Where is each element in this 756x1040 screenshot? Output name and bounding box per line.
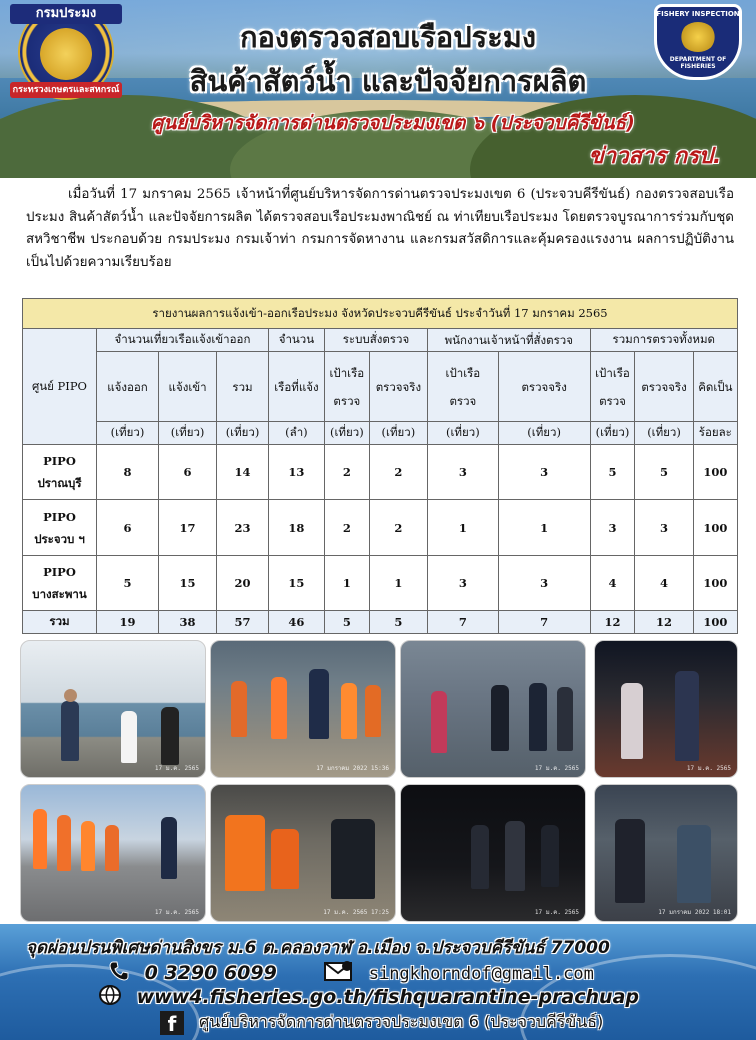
photo-stamp: 17 ม.ค. 2565 xyxy=(154,765,199,772)
table-cell: 2 xyxy=(369,445,427,500)
logo-left-top-text: กรมประมง xyxy=(10,4,122,24)
person-figure xyxy=(471,825,489,889)
contact-footer xyxy=(0,924,756,1040)
person-figure xyxy=(64,689,77,702)
unit-trip: (เที่ยว) xyxy=(324,422,369,445)
table-cell: 5 xyxy=(97,555,159,610)
sub-count-header: เรือที่แจ้ง xyxy=(268,352,324,422)
person-figure xyxy=(161,707,179,765)
person-figure xyxy=(621,683,643,759)
person-figure xyxy=(541,825,559,887)
table-cell: 18 xyxy=(268,500,324,555)
person-figure xyxy=(491,685,509,751)
header-title-line1: กองตรวจสอบเรือประมง xyxy=(239,20,537,54)
inspection-photo xyxy=(210,784,396,922)
person-figure xyxy=(675,671,699,761)
logo-left-bottom-text: กระทรวงเกษตรและสหกรณ์ xyxy=(10,82,122,98)
table-cell: 1 xyxy=(498,500,590,555)
total-cell: 12 xyxy=(635,610,693,633)
unit-percent: ร้อยละ xyxy=(693,422,737,445)
sub-target-text: ตรวจ xyxy=(449,393,477,408)
person-figure xyxy=(81,821,95,871)
table-cell: 2 xyxy=(324,500,369,555)
sub-target-text: เป้าเรือ xyxy=(445,365,481,380)
table-cell: 1 xyxy=(324,555,369,610)
sub-in-header: แจ้งเข้า xyxy=(158,352,216,422)
person-figure xyxy=(231,681,247,737)
table-cell: 100 xyxy=(693,500,737,555)
row-label-bottom: ประจวบ ฯ xyxy=(34,531,85,546)
total-cell: 57 xyxy=(217,610,269,633)
table-cell: 3 xyxy=(590,500,635,555)
table-caption: รายงานผลการแจ้งเข้า-ออกเรือประมง จังหวัดประจวบคีรีขันธ์ ประจำวันที่ 17 มกราคม 2565 xyxy=(23,299,738,329)
sub-actual-header: ตรวจจริง xyxy=(635,352,693,422)
photo-gallery xyxy=(18,638,738,924)
table-cell: 3 xyxy=(498,445,590,500)
table-row xyxy=(23,445,738,500)
row-label xyxy=(23,555,97,610)
table-cell: 5 xyxy=(635,445,693,500)
table-cell: 1 xyxy=(428,500,499,555)
phone-icon xyxy=(108,960,130,987)
unit-trip: (เที่ยว) xyxy=(97,422,159,445)
row-label-bottom: ปราณบุรี xyxy=(37,476,82,491)
sub-out-header: แจ้งออก xyxy=(97,352,159,422)
person-figure xyxy=(615,819,645,903)
person-figure xyxy=(529,683,547,751)
contact-line xyxy=(108,960,756,987)
person-figure xyxy=(341,683,357,739)
unit-trip: (เที่ยว) xyxy=(635,422,693,445)
table-cell: 2 xyxy=(369,500,427,555)
logo-right-bottom-text: DEPARTMENT OF FISHERIES xyxy=(669,56,727,70)
table-cell: 4 xyxy=(635,555,693,610)
total-cell: 12 xyxy=(590,610,635,633)
unit-trip: (เที่ยว) xyxy=(498,422,590,445)
logo-right-top-text: FISHERY INSPECTION xyxy=(656,10,740,18)
person-figure xyxy=(33,809,47,869)
person-figure xyxy=(57,815,71,871)
row-label-top: PIPO xyxy=(43,564,76,579)
photo-stamp: 17 ม.ค. 2565 xyxy=(686,765,731,772)
person-figure xyxy=(505,821,525,891)
unit-boat: (ลำ) xyxy=(268,422,324,445)
table-cell: 100 xyxy=(693,555,737,610)
sub-target-header xyxy=(590,352,635,422)
unit-trip: (เที่ยว) xyxy=(369,422,427,445)
person-figure xyxy=(431,691,447,753)
group-notify-header: จำนวนเที่ยวเรือแจ้งเข้าออก xyxy=(97,329,269,352)
photo-stamp: 17 มกราคม 2022 18:01 xyxy=(658,909,731,916)
table-cell: 6 xyxy=(97,500,159,555)
table-total-row xyxy=(23,610,738,633)
table-cell: 15 xyxy=(158,555,216,610)
inspection-photo xyxy=(594,640,738,778)
table-cell: 13 xyxy=(268,445,324,500)
table-cell: 15 xyxy=(268,555,324,610)
group-officer-header: พนักงานเจ้าหน้าที่สั่งตรวจ xyxy=(428,329,591,352)
photo-stamp: 17 มกราคม 2022 15:36 xyxy=(316,765,389,772)
website-line xyxy=(98,984,756,1011)
address-line xyxy=(26,934,756,961)
inspection-photo xyxy=(400,640,586,778)
group-total-header: รวมการตรวจทั้งหมด xyxy=(590,329,737,352)
inspection-photo xyxy=(400,784,586,922)
row-label-top: PIPO xyxy=(43,454,76,469)
photo-stamp: 17 ม.ค. 2565 xyxy=(154,909,199,916)
table-cell: 20 xyxy=(217,555,269,610)
total-cell: 5 xyxy=(324,610,369,633)
table-cell: 4 xyxy=(590,555,635,610)
total-cell: 100 xyxy=(693,610,737,633)
photo-stamp: 17 ม.ค. 2565 xyxy=(534,765,579,772)
table-cell: 100 xyxy=(693,445,737,500)
unit-trip: (เที่ยว) xyxy=(590,422,635,445)
address-text: จุดผ่อนปรนพิเศษด่านสิงขร ม.6 ต.คลองวาฬ อ.เมือง จ.ประจวบคีรีขันธ์ 77000 xyxy=(26,938,610,958)
inspection-photo xyxy=(210,640,396,778)
person-figure xyxy=(271,829,299,889)
table-row xyxy=(23,500,738,555)
globe-icon xyxy=(98,984,122,1011)
total-cell: 5 xyxy=(369,610,427,633)
person-figure xyxy=(557,687,573,751)
news-paragraph: เมื่อวันที่ 17 มกราคม 2565 เจ้าหน้าที่ศูนย์บริหารจัดการด่านตรวจประมงเขต 6 (ประจวบคีรีขันธ์) กองตรวจสอบเรือประมง สินค้าสัตว์น้ำ และปัจจัยการผลิต ได้ตรวจสอบเรือประมงพาณิชย์ ณ ท่าเทียบเรือประมง โดยตรวจบูรณาการร่วมกับชุดสหวิชาชีพ ประกอบด้วย กรมประมง กรมเจ้าท่า กรมการจัดหางาน และกรมสวัสดิการและคุ้มครองแรงงาน ผลการปฏิบัติงานเป็นไปด้วยความเรียบร้อย xyxy=(26,187,734,270)
sub-target-header xyxy=(428,352,499,422)
facebook-page-text[interactable]: ศูนย์บริหารจัดการด่านตรวจประมงเขต 6 (ประจวบคีรีขันธ์) xyxy=(199,1012,604,1031)
photo-stamp: 17 ม.ค. 2565 xyxy=(534,909,579,916)
person-figure xyxy=(365,685,381,737)
table-cell: 3 xyxy=(498,555,590,610)
photo-stamp: 17 ม.ค. 2565 17:25 xyxy=(323,909,389,916)
sub-target-text: เป้าเรือ xyxy=(329,365,365,380)
unit-trip: (เที่ยว) xyxy=(158,422,216,445)
person-figure xyxy=(331,819,375,899)
sub-target-text: เป้าเรือ xyxy=(595,365,630,380)
header-title-line2: สินค้าสัตว์น้ำ และปัจจัยการผลิต xyxy=(189,64,587,98)
person-figure xyxy=(61,701,79,761)
person-figure xyxy=(225,815,265,891)
facebook-icon: f xyxy=(160,1011,184,1035)
person-figure xyxy=(309,669,329,739)
inspection-photo xyxy=(594,784,738,922)
total-cell: 7 xyxy=(498,610,590,633)
sub-sum-header: รวม xyxy=(217,352,269,422)
inspection-photo xyxy=(20,640,206,778)
sub-target-text: ตรวจ xyxy=(333,393,361,408)
news-label: ข่าวสาร กรป. xyxy=(588,144,722,169)
phone-text[interactable]: 0 3290 6099 xyxy=(144,962,277,984)
website-link[interactable]: www4.fisheries.go.th/fishquarantine-prachuap xyxy=(136,986,639,1008)
table-cell: 6 xyxy=(158,445,216,500)
total-cell: 19 xyxy=(97,610,159,633)
row-label xyxy=(23,445,97,500)
sub-percent-header: คิดเป็น xyxy=(693,352,737,422)
total-cell: 38 xyxy=(158,610,216,633)
header-subtitle: ศูนย์บริหารจัดการด่านตรวจประมงเขต ๖ (ประจวบคีรีขันธ์) xyxy=(151,112,635,134)
group-system-header: ระบบสั่งตรวจ xyxy=(324,329,427,352)
facebook-line xyxy=(160,1010,756,1035)
group-count-header: จำนวน xyxy=(268,329,324,352)
table-cell: 17 xyxy=(158,500,216,555)
table-cell: 3 xyxy=(635,500,693,555)
unit-trip: (เที่ยว) xyxy=(217,422,269,445)
person-figure xyxy=(121,711,137,763)
sub-actual-header: ตรวจจริง xyxy=(498,352,590,422)
table-cell: 14 xyxy=(217,445,269,500)
person-figure xyxy=(161,817,177,879)
total-label: รวม xyxy=(23,610,97,633)
table-cell: 8 xyxy=(97,445,159,500)
total-cell: 7 xyxy=(428,610,499,633)
table-row xyxy=(23,555,738,610)
sub-actual-header: ตรวจจริง xyxy=(369,352,427,422)
report-table xyxy=(22,298,738,634)
sub-target-header xyxy=(324,352,369,422)
person-figure xyxy=(271,677,287,739)
email-text[interactable]: singkhorndof@gmail.com xyxy=(368,964,594,984)
table-cell: 23 xyxy=(217,500,269,555)
inspection-photo xyxy=(20,784,206,922)
person-figure xyxy=(677,825,711,903)
row-label-top: PIPO xyxy=(43,509,76,524)
col-center-header: ศูนย์ PIPO xyxy=(23,329,97,445)
person-figure xyxy=(105,825,119,871)
table-cell: 2 xyxy=(324,445,369,500)
header-banner xyxy=(0,0,756,178)
table-cell: 3 xyxy=(428,445,499,500)
total-cell: 46 xyxy=(268,610,324,633)
unit-trip: (เที่ยว) xyxy=(428,422,499,445)
table-cell: 3 xyxy=(428,555,499,610)
table-cell: 5 xyxy=(590,445,635,500)
table-cell: 1 xyxy=(369,555,427,610)
email-icon xyxy=(324,960,354,987)
row-label-bottom: บางสะพาน xyxy=(32,586,87,601)
sub-target-text: ตรวจ xyxy=(599,393,626,408)
row-label xyxy=(23,500,97,555)
